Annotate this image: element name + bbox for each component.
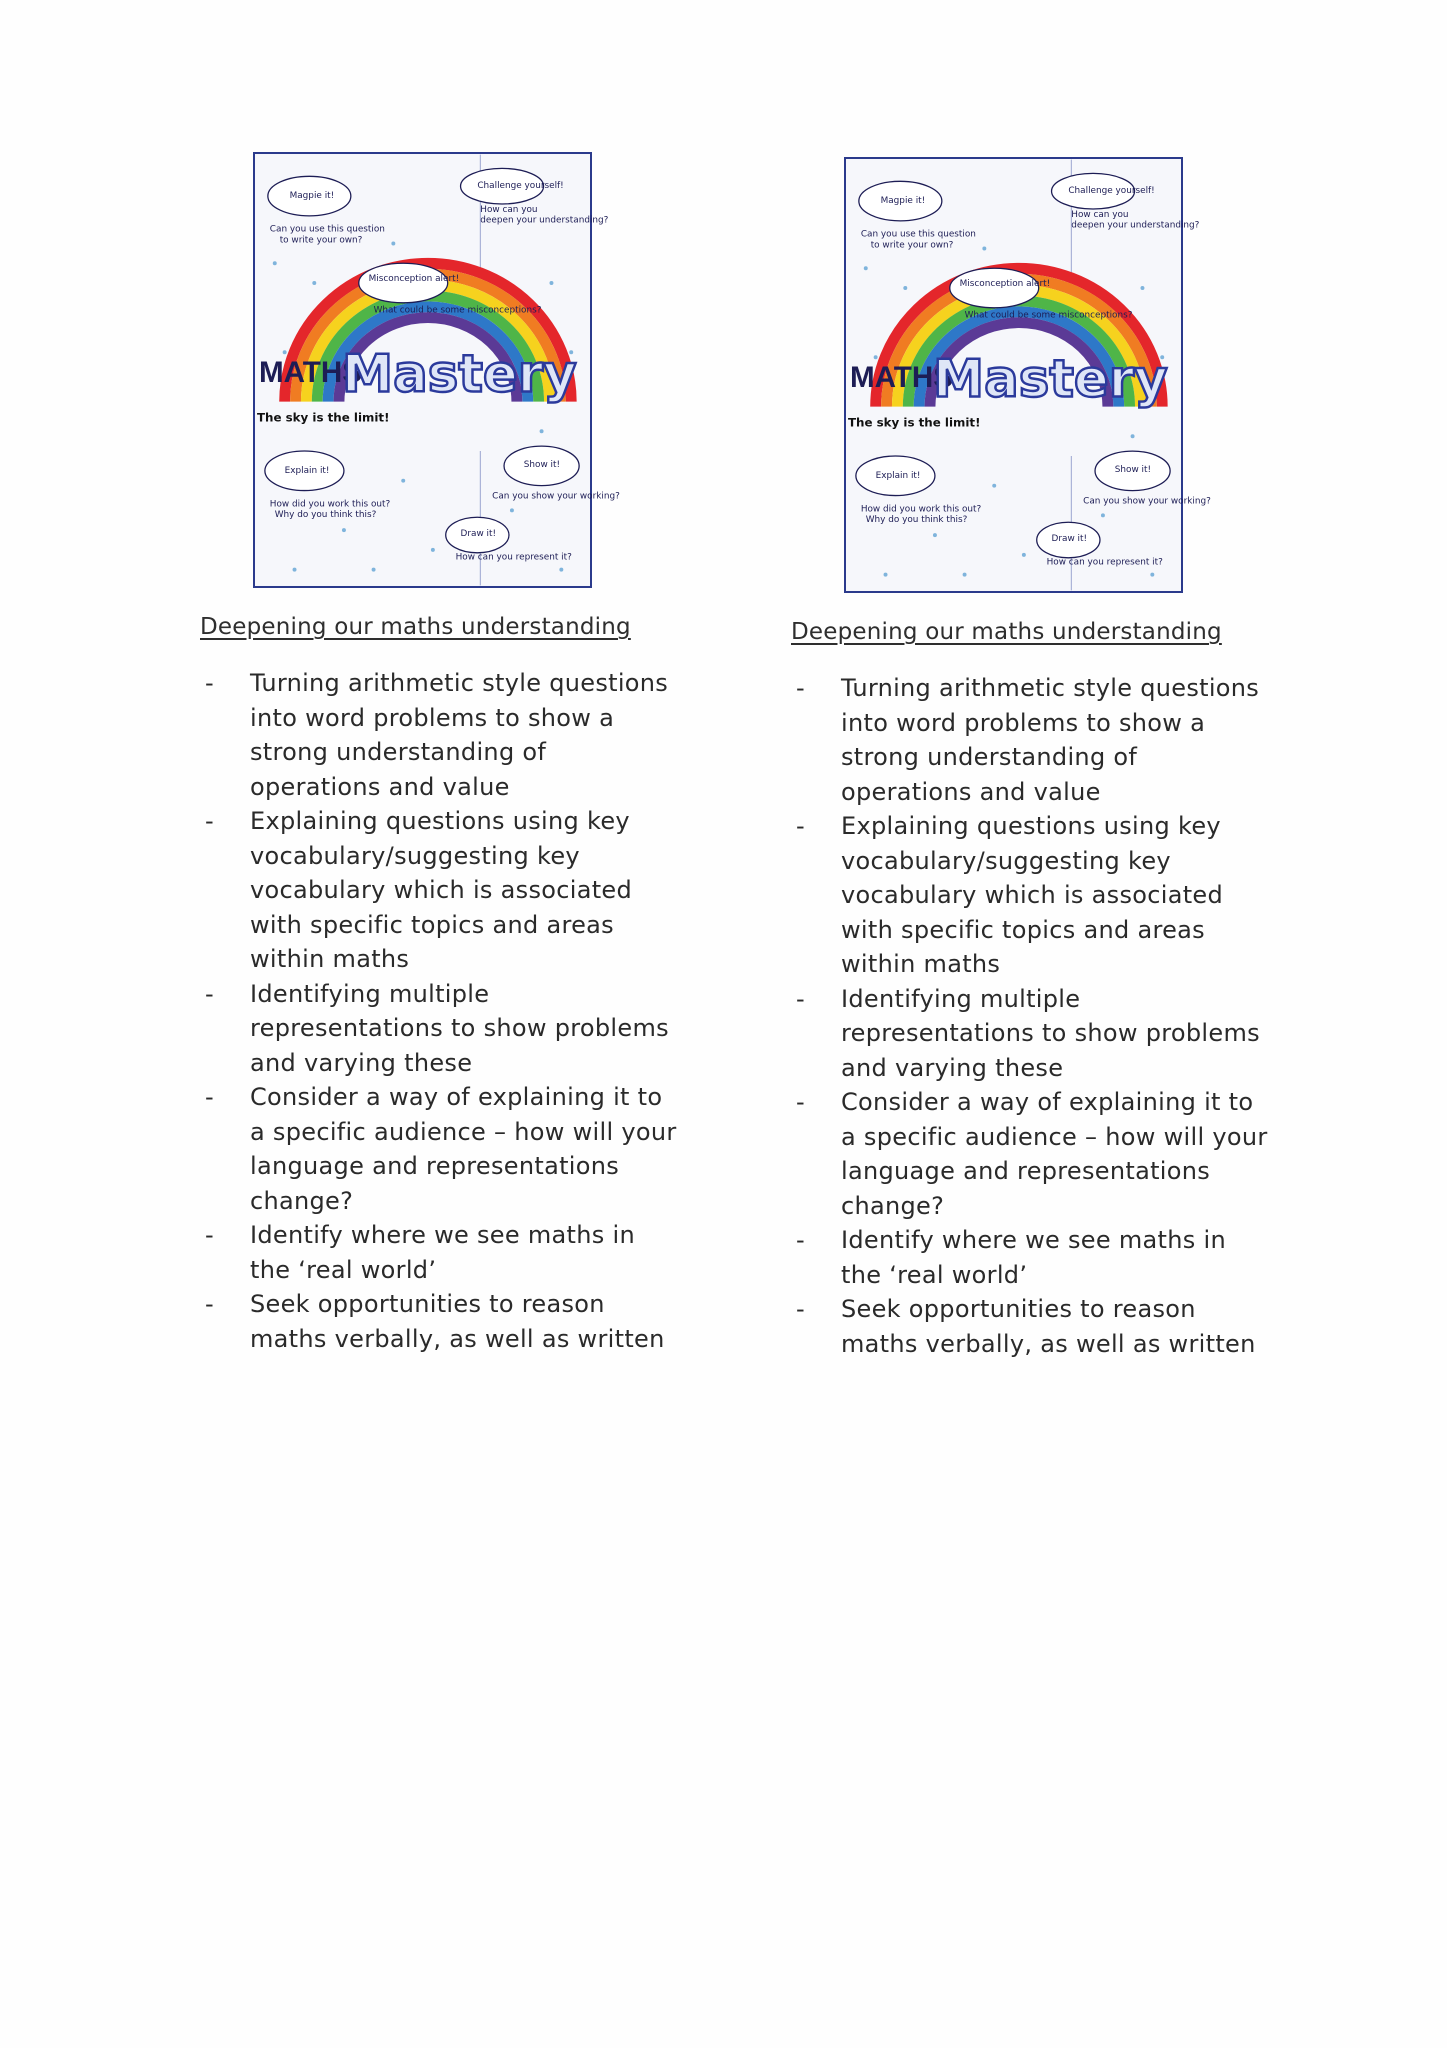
svg-text:to write your own?: to write your own?: [870, 240, 954, 251]
svg-text:What could be some misconcepti: What could be some misconceptions?: [373, 305, 542, 316]
svg-text:What could be some misconcepti: What could be some misconceptions?: [964, 310, 1133, 321]
bullet-item: - Turning arithmetic style questions into word problems to show a strong understanding of operations and value: [791, 671, 1271, 809]
bullet-item: - Identifying multiple representations to show problems and varying these: [791, 982, 1271, 1086]
bullet-item: - Explaining questions using key vocabulary/suggesting key vocabulary which is associated with specific topics and areas within maths: [791, 809, 1271, 982]
svg-text:How can you: How can you: [480, 204, 538, 215]
svg-text:How can you represent it?: How can you represent it?: [1046, 557, 1163, 568]
bullet-item: - Consider a way of explaining it to a specific audience – how will your language and representations change?: [200, 1080, 680, 1218]
svg-text:Explain it!: Explain it!: [875, 470, 921, 481]
maths-mastery-poster: [844, 157, 1211, 593]
section-heading: Deepening our maths understanding: [200, 614, 631, 640]
svg-text:Can you use this question: Can you use this question: [269, 224, 385, 235]
svg-text:Explain it!: Explain it!: [284, 465, 330, 476]
svg-text:Misconception alert!: Misconception alert!: [959, 279, 1051, 290]
column-left: [200, 152, 680, 1356]
bullet-item: - Turning arithmetic style questions into word problems to show a strong understanding of operations and value: [200, 666, 680, 804]
svg-text:How did you work this out?: How did you work this out?: [269, 499, 391, 510]
svg-text:Draw it!: Draw it!: [1051, 534, 1088, 545]
bullet-item: - Seek opportunities to reason maths verbally, as well as written: [200, 1287, 680, 1356]
svg-text:Draw it!: Draw it!: [460, 529, 497, 540]
svg-text:How can you represent it?: How can you represent it?: [455, 552, 572, 563]
poster-title-main: Mastery: [341, 344, 577, 405]
svg-text:Misconception alert!: Misconception alert!: [368, 274, 460, 285]
svg-text:Show it!: Show it!: [1114, 464, 1152, 475]
poster-illustration: [255, 154, 620, 586]
bullet-item: - Seek opportunities to reason maths verbally, as well as written: [791, 1292, 1271, 1361]
svg-text:Can you show your working?: Can you show your working?: [1083, 496, 1211, 507]
bullet-list: [200, 666, 680, 1356]
svg-text:Why do you think this?: Why do you think this?: [274, 510, 377, 521]
maths-mastery-poster: [253, 152, 620, 588]
svg-text:Show it!: Show it!: [523, 459, 561, 470]
bullet-item: - Identify where we see maths in the ‘real world’: [791, 1223, 1271, 1292]
poster-title-left: MATHS: [849, 360, 954, 394]
svg-text:Challenge yourself!: Challenge yourself!: [477, 181, 564, 192]
svg-text:deepen your understanding?: deepen your understanding?: [1071, 220, 1200, 231]
column-right: [791, 157, 1271, 1361]
svg-text:Magpie it!: Magpie it!: [289, 191, 335, 202]
svg-text:Challenge yourself!: Challenge yourself!: [1068, 186, 1155, 197]
bullet-list: [791, 671, 1271, 1361]
bullet-item: - Explaining questions using key vocabulary/suggesting key vocabulary which is associated with specific topics and areas within maths: [200, 804, 680, 977]
svg-text:Can you use this question: Can you use this question: [860, 229, 976, 240]
svg-text:deepen your understanding?: deepen your understanding?: [480, 215, 609, 226]
poster-title-left: MATHS: [258, 355, 363, 389]
poster-subtitle: The sky is the limit!: [847, 415, 981, 430]
svg-text:to write your own?: to write your own?: [279, 235, 363, 246]
poster-title-main: Mastery: [932, 349, 1168, 410]
poster-illustration: [846, 159, 1211, 591]
svg-text:Magpie it!: Magpie it!: [880, 196, 926, 207]
bullet-item: - Consider a way of explaining it to a specific audience – how will your language and representations change?: [791, 1085, 1271, 1223]
svg-text:Why do you think this?: Why do you think this?: [865, 515, 968, 526]
bullet-item: - Identifying multiple representations to show problems and varying these: [200, 977, 680, 1081]
section-heading: Deepening our maths understanding: [791, 619, 1222, 645]
svg-text:Can you show your working?: Can you show your working?: [492, 491, 620, 502]
svg-text:How can you: How can you: [1071, 209, 1129, 220]
svg-text:How did you work this out?: How did you work this out?: [860, 504, 982, 515]
bullet-item: - Identify where we see maths in the ‘real world’: [200, 1218, 680, 1287]
poster-subtitle: The sky is the limit!: [256, 410, 390, 425]
